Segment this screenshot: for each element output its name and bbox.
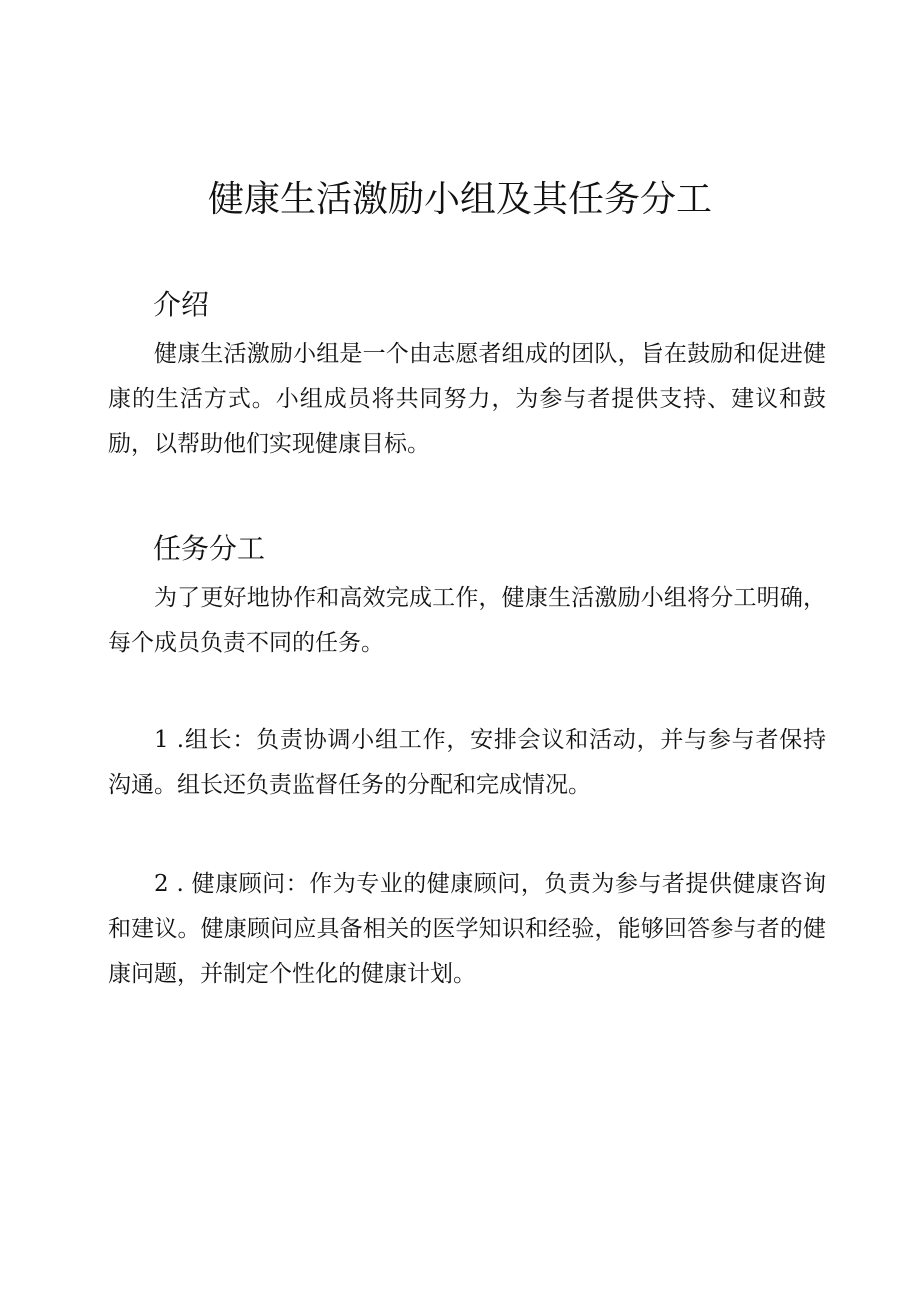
list-item-number: 2 (154, 871, 169, 897)
list-item-health-advisor (108, 862, 826, 997)
list-item-text: .组长：负责协调小组工作，安排会议和活动，并与参与者保持沟通。组长还负责监督任务的分配和完成情况。 (108, 727, 826, 798)
list-item-number: 1 (154, 727, 169, 753)
list-item-team-leader (108, 718, 826, 808)
list-item-text: . 健康顾问：作为专业的健康顾问，负责为参与者提供健康咨询和建议。健康顾问应具备相关的医学知识和经验，能够回答参与者的健康问题，并制定个性化的健康计划。 (108, 871, 826, 987)
document-title: 健康生活激励小组及其任务分工 (207, 179, 712, 220)
task-division-paragraph: 为了更好地协作和高效完成工作，健康生活激励小组将分工明确，每个成员负责不同的任务。 (108, 585, 826, 656)
section-heading-introduction: 介绍 (153, 288, 210, 321)
introduction-paragraph: 健康生活激励小组是一个由志愿者组成的团队，旨在鼓励和促进健康的生活方式。小组成员将共同努力，为参与者提供支持、建议和鼓励，以帮助他们实现健康目标。 (108, 341, 826, 457)
section-heading-task-division: 任务分工 (153, 532, 266, 565)
